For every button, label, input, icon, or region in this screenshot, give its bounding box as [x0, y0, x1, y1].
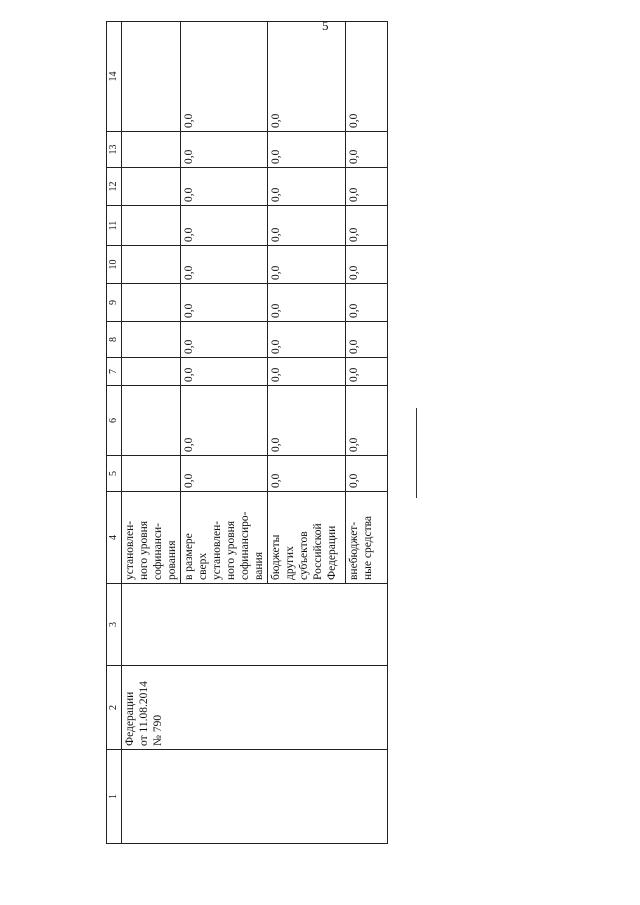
data-table: [106, 21, 388, 844]
column-header: 11: [107, 206, 122, 246]
column-header: 12: [107, 168, 122, 206]
value-cell: [122, 284, 181, 322]
value-cell: 0,0: [181, 246, 268, 284]
value-cell: 0,0: [268, 322, 346, 358]
value-cell: 0,0: [268, 132, 346, 168]
value-cell: 0,0: [268, 456, 346, 492]
value-cell: [122, 456, 181, 492]
value-cell: 0,0: [268, 284, 346, 322]
value-cell: 0,0: [181, 206, 268, 246]
value-cell: 0,0: [346, 132, 388, 168]
page-number: 5: [322, 18, 329, 33]
value-cell: 0,0: [346, 246, 388, 284]
column-header: 14: [107, 22, 122, 132]
value-cell: 0,0: [346, 284, 388, 322]
column-header: 6: [107, 386, 122, 456]
value-cell: [122, 322, 181, 358]
value-cell: 0,0: [181, 132, 268, 168]
value-cell: 0,0: [346, 22, 388, 132]
column-header: 2: [107, 666, 122, 750]
column-header: 5: [107, 456, 122, 492]
value-cell: 0,0: [346, 456, 388, 492]
value-cell: 0,0: [181, 386, 268, 456]
column-header: 7: [107, 358, 122, 386]
value-cell: [122, 246, 181, 284]
value-cell: [122, 206, 181, 246]
row-label-cell: внебюджет- ные средства: [346, 492, 388, 584]
value-cell: 0,0: [181, 322, 268, 358]
column-1-cell: [122, 750, 388, 844]
rotated-table-frame: [106, 62, 382, 844]
column-header: 9: [107, 284, 122, 322]
column-header: 8: [107, 322, 122, 358]
column-header: 13: [107, 132, 122, 168]
value-cell: 0,0: [181, 456, 268, 492]
value-cell: [122, 358, 181, 386]
row-label-cell: в размере сверх установлен- ного уровня софинансиро- вания: [181, 492, 268, 584]
value-cell: [122, 168, 181, 206]
separator-line: [416, 408, 417, 498]
value-cell: 0,0: [181, 358, 268, 386]
value-cell: [122, 386, 181, 456]
value-cell: 0,0: [346, 168, 388, 206]
value-cell: 0,0: [268, 168, 346, 206]
table-row: [122, 22, 181, 844]
column-3-cell: [122, 584, 388, 666]
column-header: 4: [107, 492, 122, 584]
value-cell: 0,0: [181, 168, 268, 206]
value-cell: 0,0: [268, 358, 346, 386]
value-cell: [122, 22, 181, 132]
value-cell: 0,0: [268, 246, 346, 284]
value-cell: 0,0: [181, 284, 268, 322]
value-cell: 0,0: [346, 358, 388, 386]
column-header: 10: [107, 246, 122, 284]
rotated-table-content: [106, 62, 382, 844]
column-header: 3: [107, 584, 122, 666]
value-cell: 0,0: [268, 22, 346, 132]
value-cell: 0,0: [346, 322, 388, 358]
header-row: [107, 22, 122, 844]
value-cell: 0,0: [346, 206, 388, 246]
value-cell: 0,0: [268, 206, 346, 246]
value-cell: 0,0: [181, 22, 268, 132]
value-cell: 0,0: [268, 386, 346, 456]
value-cell: [122, 132, 181, 168]
value-cell: 0,0: [346, 386, 388, 456]
row-label-cell: установлен- ного уровня софинанси- рования: [122, 492, 181, 584]
column-2-cell: Федерации от 11.08.2014 № 790: [122, 666, 388, 750]
column-header: 1: [107, 750, 122, 844]
row-label-cell: бюджеты других субъектов Российской Федерации: [268, 492, 346, 584]
